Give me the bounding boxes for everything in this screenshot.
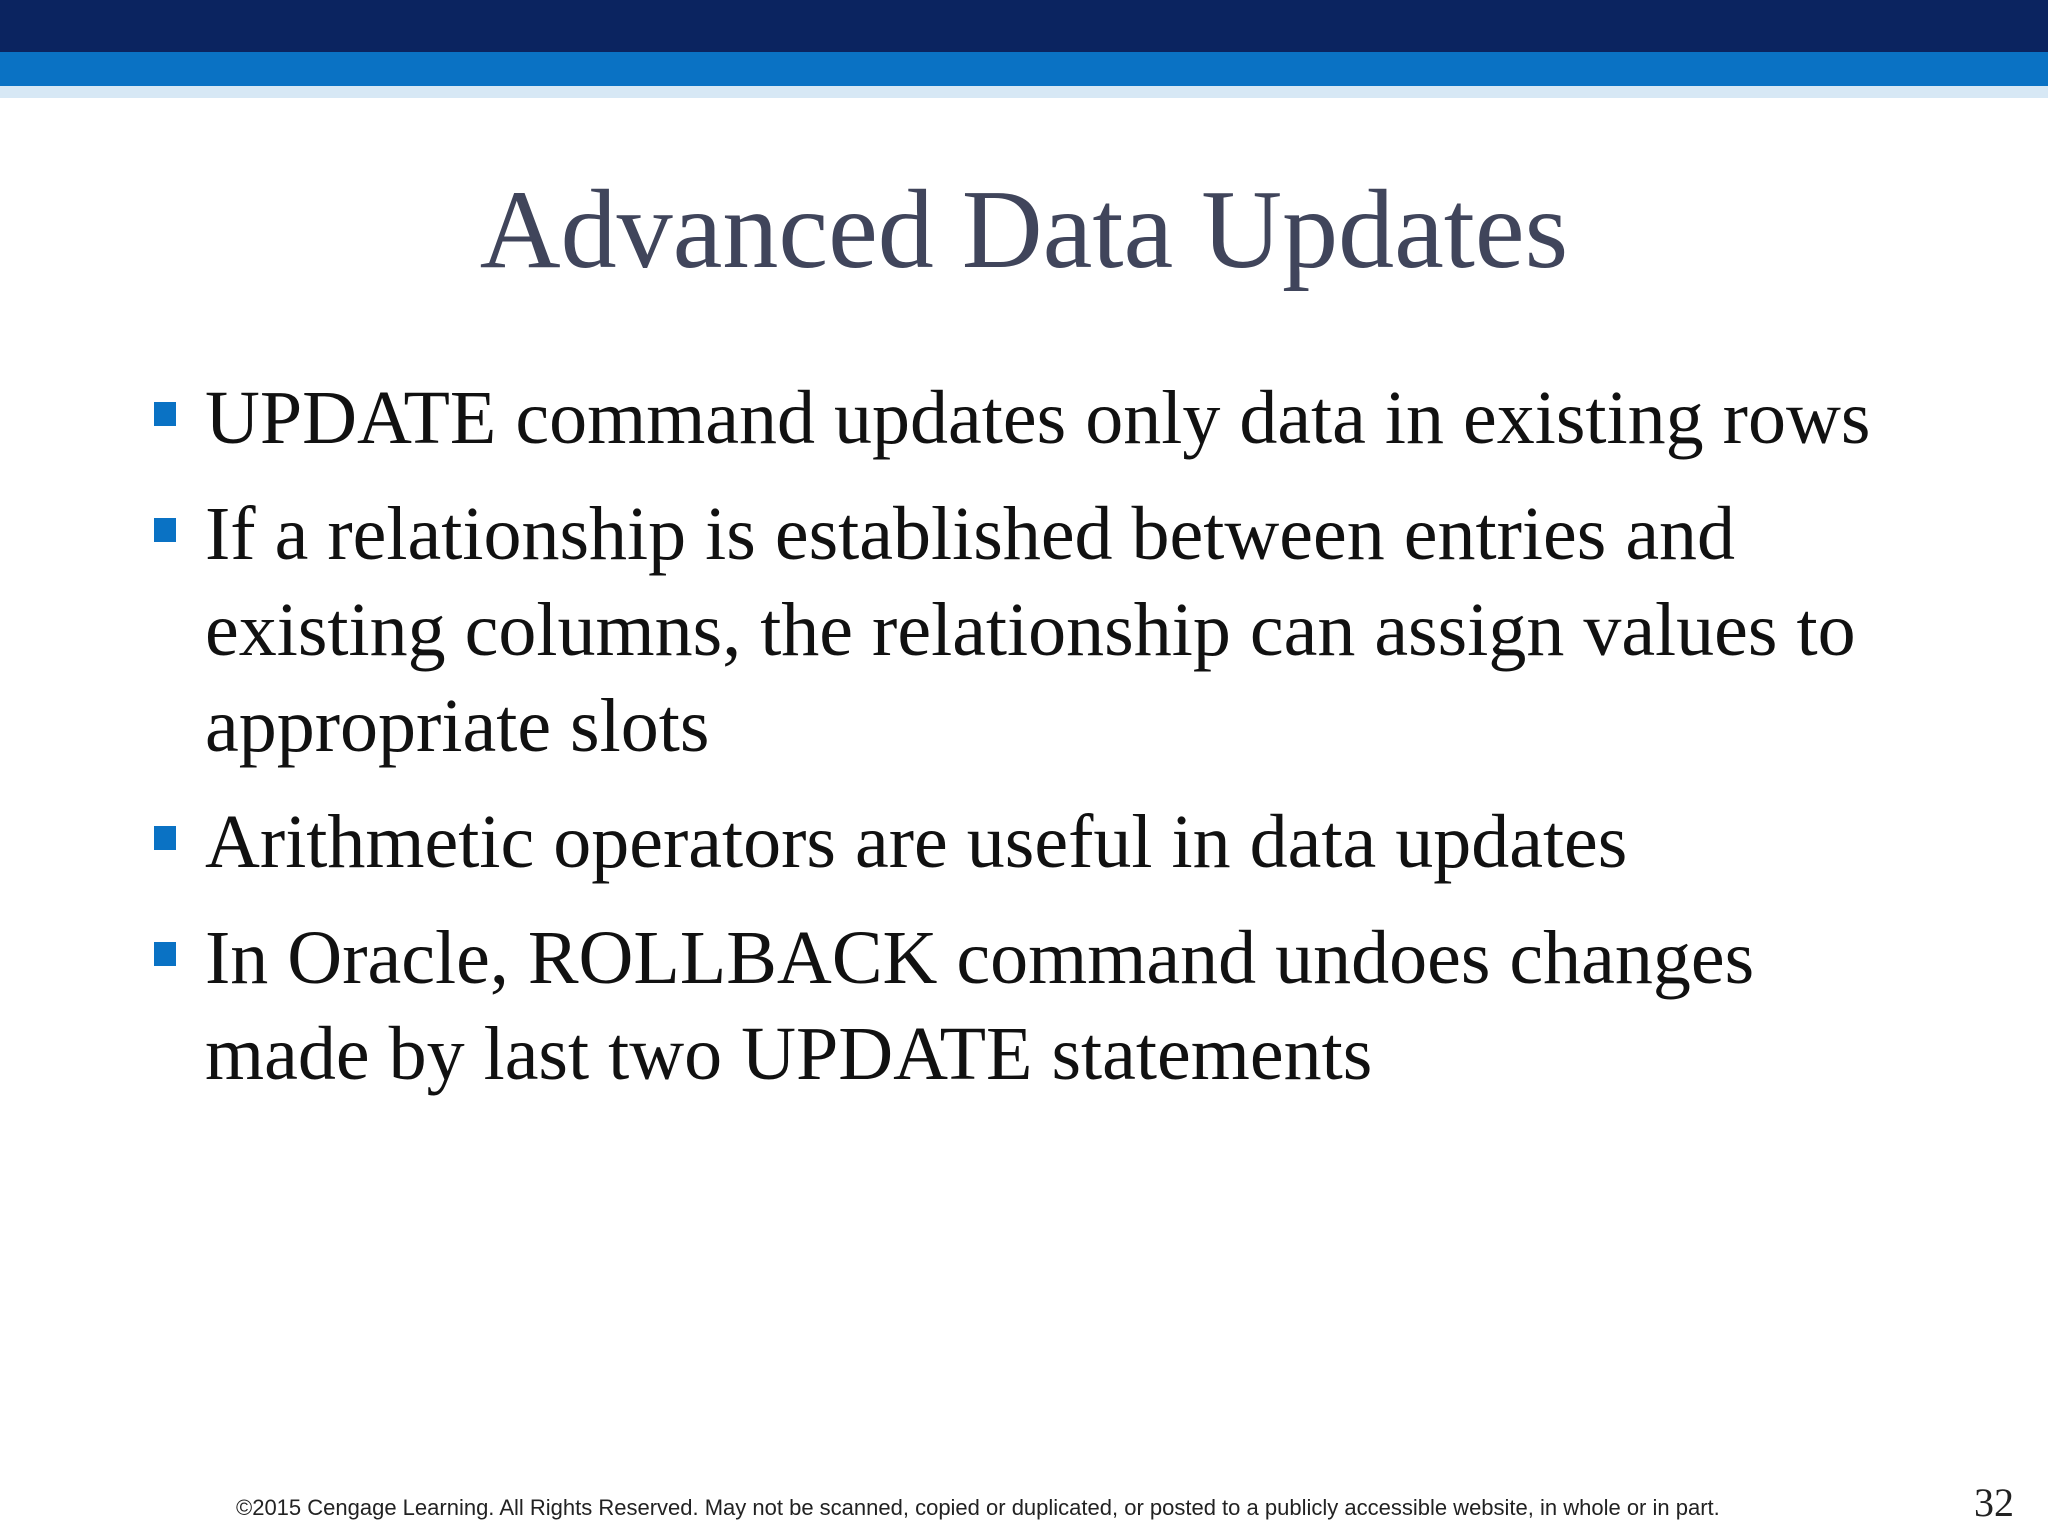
header-band-accent [0, 52, 2048, 86]
square-bullet-icon [154, 826, 176, 850]
bullet-item [152, 486, 1932, 774]
bullet-item [152, 794, 1932, 890]
slide-title: Advanced Data Updates [479, 168, 1569, 292]
bullet-text: If a relationship is established between entries and existing columns, the relationship can assign values to appropriate slots [205, 492, 1856, 768]
bullet-text: In Oracle, ROLLBACK command undoes changes made by last two UPDATE statements [205, 916, 1755, 1096]
bullet-item [152, 910, 1932, 1102]
bullet-item [152, 370, 1932, 466]
header-band-dark [0, 0, 2048, 52]
header-band-light [0, 86, 2048, 98]
bullet-text: Arithmetic operators are useful in data updates [205, 800, 1628, 884]
square-bullet-icon [154, 942, 176, 966]
square-bullet-icon [154, 402, 176, 426]
square-bullet-icon [154, 518, 176, 542]
copyright-footer: ©2015 Cengage Learning. All Rights Reserved. May not be scanned, copied or duplicated, or posted to a publicly accessible website, in whole or in part. [236, 1495, 1720, 1520]
bullet-text: UPDATE command updates only data in existing rows [205, 376, 1871, 460]
bullet-list [152, 370, 1932, 1122]
page-number: 32 [1974, 1480, 2014, 1525]
